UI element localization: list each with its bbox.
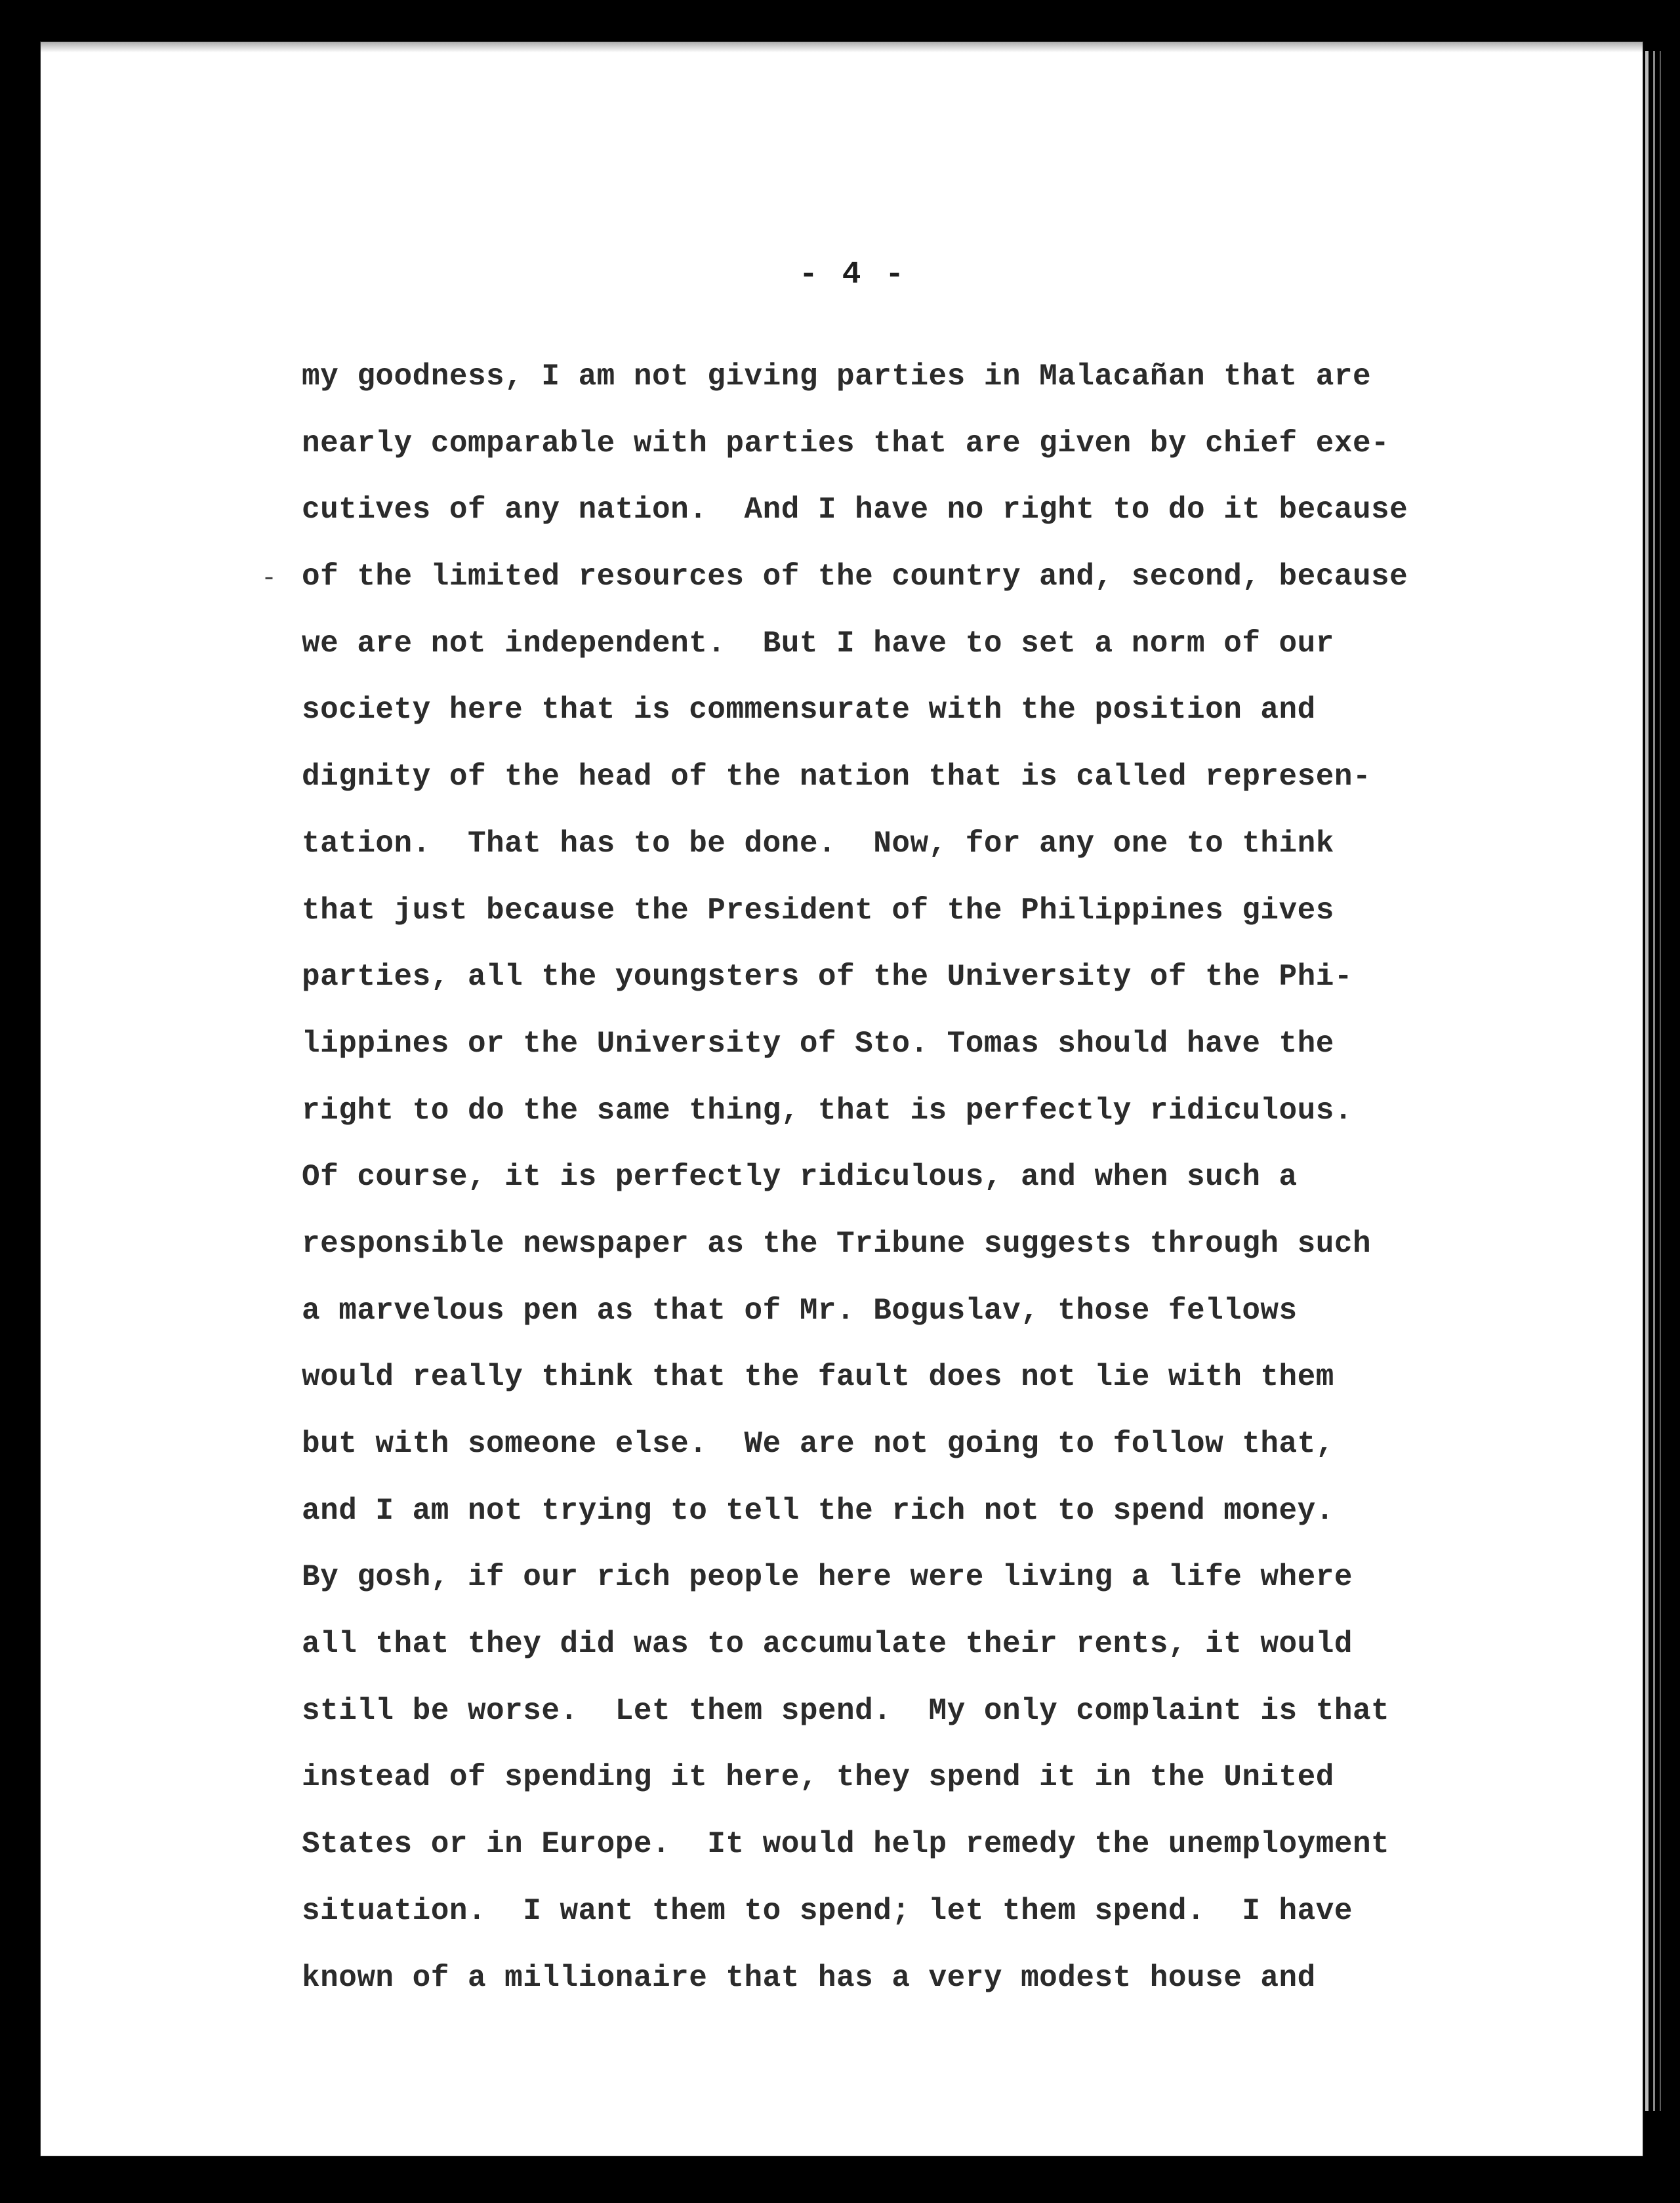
text-line: Of course, it is perfectly ridiculous, and when such a: [302, 1160, 1298, 1195]
page-stack-edge: [1653, 51, 1655, 2111]
text-line: instead of spending it here, they spend it in the United: [302, 1760, 1334, 1795]
text-line: cutives of any nation. And I have no right to do it because: [302, 493, 1408, 527]
text-line: known of a millionaire that has a very modest house and: [302, 1960, 1316, 1995]
text-line: my goodness, I am not giving parties in Malacañan that are: [302, 360, 1372, 394]
text-line: all that they did was to accumulate their rents, it would: [302, 1627, 1353, 1662]
text-line: a marvelous pen as that of Mr. Boguslav, those fellows: [302, 1293, 1298, 1328]
text-line: situation. I want them to spend; let them spend. I have: [302, 1893, 1353, 1928]
page-stack-edge: [1660, 51, 1661, 2111]
text-line: but with someone else. We are not going to follow that,: [302, 1427, 1334, 1461]
text-line: responsible newspaper as the Tribune suggests through such: [302, 1226, 1372, 1261]
text-line: right to do the same thing, that is perfectly ridiculous.: [302, 1093, 1353, 1128]
typed-body-text: [302, 354, 1561, 2022]
text-line: and I am not trying to tell the rich not to spend money.: [302, 1493, 1334, 1528]
margin-tick-mark: -: [261, 564, 277, 594]
page-top-edge: [41, 42, 1643, 52]
text-line: would really think that the fault does not lie with them: [302, 1360, 1334, 1395]
text-line: of the limited resources of the country and, second, because: [302, 560, 1408, 594]
text-line: lippines or the University of Sto. Tomas should have the: [302, 1026, 1334, 1061]
text-line: tation. That has to be done. Now, for any one to think: [302, 826, 1334, 861]
text-line: By gosh, if our rich people here were living a life where: [302, 1560, 1353, 1595]
page-stack-edge: [1645, 51, 1649, 2111]
text-line: that just because the President of the Philippines gives: [302, 893, 1334, 928]
text-line: States or in Europe. It would help remedy the unemployment: [302, 1827, 1390, 1862]
text-line: still be worse. Let them spend. My only complaint is that: [302, 1693, 1390, 1728]
text-line: society here that is commensurate with the position and: [302, 693, 1316, 728]
text-line: nearly comparable with parties that are given by chief exe-: [302, 426, 1390, 461]
page-number: - 4 -: [798, 257, 907, 293]
text-line: parties, all the youngsters of the University of the Phi-: [302, 960, 1353, 995]
text-line: we are not independent. But I have to set a norm of our: [302, 626, 1334, 661]
text-line: dignity of the head of the nation that is called represen-: [302, 760, 1372, 794]
